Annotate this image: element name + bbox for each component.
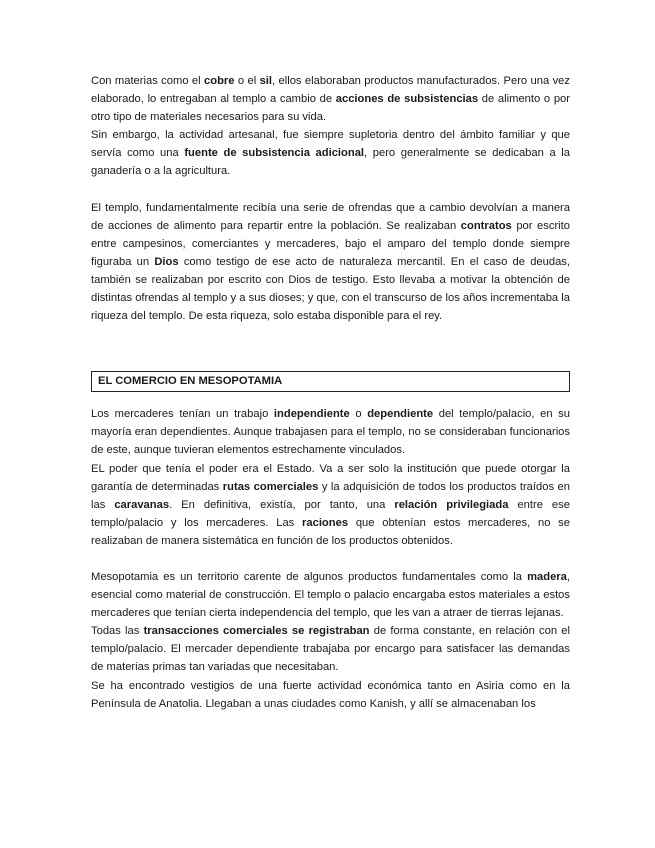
text-run: Mesopotamia es un territorio carente de algunos productos fundamentales como la bbox=[91, 570, 528, 583]
text-run: Se ha encontrado vestigios de una fuerte actividad económica tanto en Asiria como en la Península de Anatolia. Llegaban a unas ciudades como Kanish, y allí se almacenaban los bbox=[91, 679, 570, 710]
bold-text: independiente bbox=[273, 408, 350, 421]
bold-text: dependiente bbox=[367, 408, 434, 421]
text-run: como testigo de ese acto de naturaleza mercantil. En el caso de deudas, también se realizaban por escrito con Dios de testigo. Esto llevaba a motivar la obtención de distintas ofrendas al templo y a sus dioses; y que, con el transcurso de los años incrementaba la riqueza del templo. De esta riqueza, solo estaba disponible para el rey. bbox=[91, 255, 571, 323]
text-run: Los mercaderes tenían un trabajo bbox=[91, 408, 274, 421]
text-run: o el bbox=[234, 75, 260, 87]
text-run: , ellos elaboraban productos manufacturados. Pero una vez elaborado, lo entregaban al templo a cambio de bbox=[91, 75, 570, 106]
text-run: , pero generalmente se dedicaban a la ganadería o a la agricultura. bbox=[91, 147, 570, 178]
bold-text: cobre bbox=[204, 75, 235, 87]
document-body bbox=[91, 72, 570, 713]
text-run: , esencial como material de construcción. El templo o palacio encargaba estos materiales a estos mercaderes que tenían cierta independencia del templo, que les van a atraer de tierras lejanas. bbox=[91, 570, 570, 620]
bold-text: Dios bbox=[154, 255, 179, 268]
text-run: Sin embargo, la actividad artesanal, fue siempre supletoria dentro del ámbito familiar y que servía como una bbox=[91, 129, 570, 160]
section-heading: EL COMERCIO EN MESOPOTAMIA bbox=[91, 371, 570, 392]
text-run: EL poder que tenía el poder era el Estado. Va a ser solo la institución que puede otorgar la garantía de determinadas bbox=[91, 462, 570, 493]
text-run: . En definitiva, existía, por tanto, una bbox=[169, 498, 395, 511]
bold-text: madera bbox=[527, 570, 567, 583]
text-run: de forma constante, en relación con el templo/palacio. El mercader dependiente trabajaba por encargo para satisfacer las demandas de materias primas tan variadas que necesitaban. bbox=[91, 625, 571, 674]
paragraph bbox=[91, 199, 570, 326]
bold-text: raciones bbox=[302, 516, 349, 529]
bold-text: acciones de subsistencias bbox=[335, 93, 479, 106]
text-run: de alimento o por otro tipo de materiales necesarios para su vida. bbox=[91, 93, 570, 124]
paragraph bbox=[91, 677, 570, 713]
text-run: por escrito entre campesinos, comerciantes y mercaderes, bajo el amparo del templo donde siempre figuraba un bbox=[91, 219, 570, 268]
text-run: Con materias como el bbox=[91, 75, 205, 87]
bold-text: sil bbox=[259, 75, 273, 87]
text-run: o bbox=[349, 408, 368, 421]
paragraph bbox=[91, 568, 570, 622]
text-run: y la adquisición de todos los productos traídos en las bbox=[91, 480, 570, 511]
bold-text: fuente de subsistencia adicional bbox=[184, 147, 365, 160]
text-run: Todas las bbox=[91, 625, 144, 638]
bold-text: relación privilegiada bbox=[394, 498, 509, 511]
bold-text: contratos bbox=[460, 219, 512, 232]
bold-text: caravanas bbox=[114, 498, 170, 511]
paragraph bbox=[91, 72, 570, 126]
paragraph bbox=[91, 622, 570, 676]
bold-text: rutas comerciales bbox=[222, 480, 319, 493]
paragraph bbox=[91, 126, 570, 180]
text-run: entre ese templo/palacio y los mercaderes. Las bbox=[91, 498, 570, 529]
text-run: El templo, fundamentalmente recibía una serie de ofrendas que a cambio devolvían a manera de acciones de alimento para repartir entre la población. Se realizaban bbox=[91, 201, 570, 232]
paragraph bbox=[91, 405, 570, 459]
text-run: que obtenían estos mercaderes, no se realizaban de manera sistemática en función de los productos obtenidos. bbox=[91, 516, 570, 547]
text-run: del templo/palacio, en su mayoría eran dependientes. Aunque trabajasen para el templo, no se consideraban funcionarios de este, aunque tuvieran elementos estrechamente vinculados. bbox=[91, 408, 570, 457]
bold-text: transacciones comerciales se registraban bbox=[143, 625, 370, 638]
paragraph bbox=[91, 460, 570, 550]
